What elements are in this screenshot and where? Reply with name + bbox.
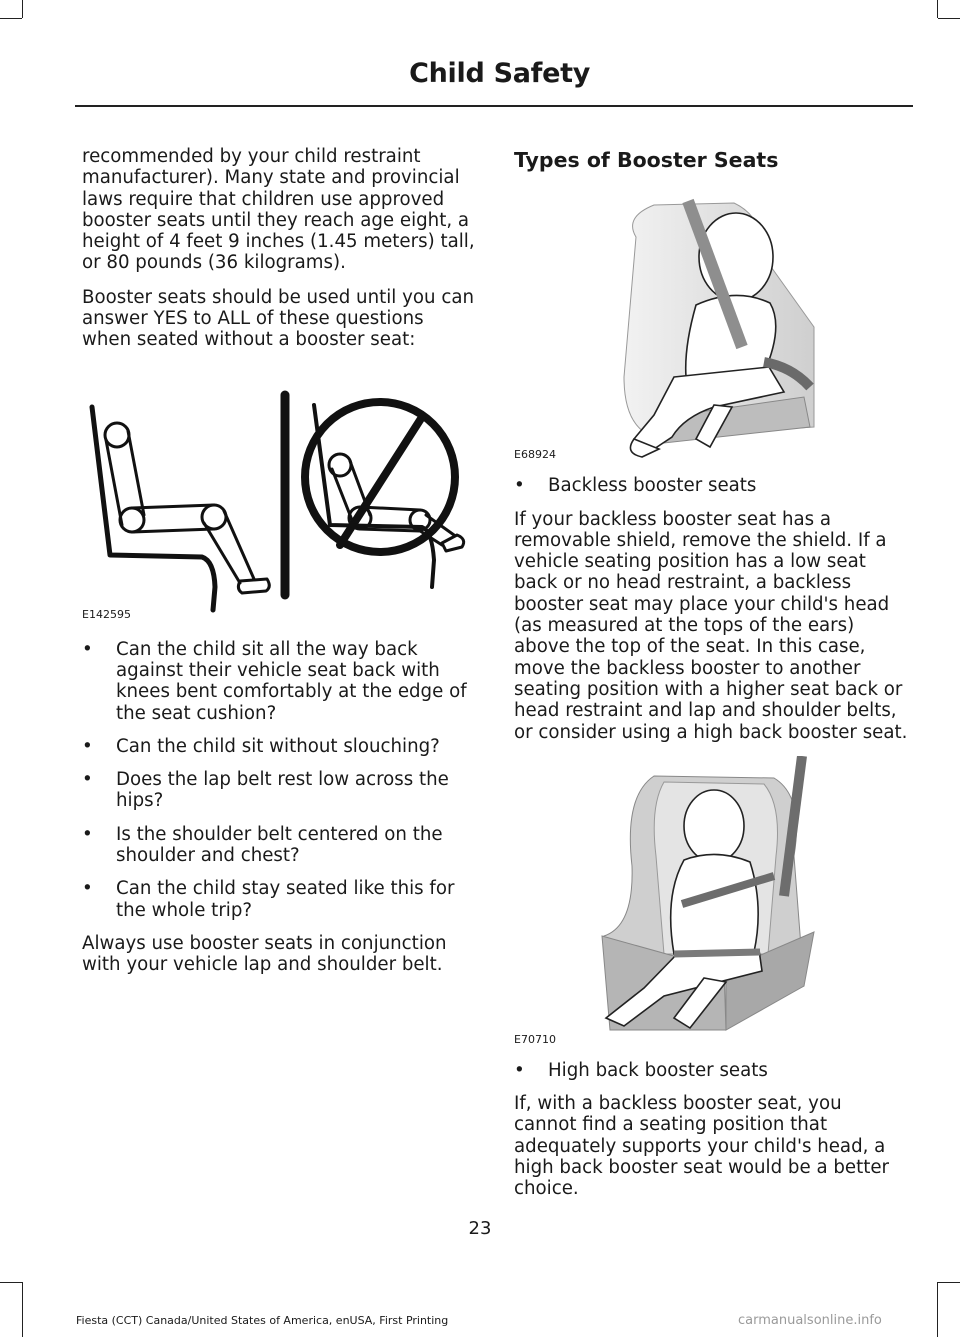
- list-item-text: Can the child sit without slouching?: [116, 735, 440, 757]
- figure-code: E68924: [514, 448, 556, 462]
- list-item: [82, 878, 475, 921]
- bullet-icon: •: [82, 823, 93, 845]
- paragraph: Always use booster seats in conjunction with your vehicle lap and shoulder belt.: [82, 932, 447, 976]
- bullet-icon: •: [82, 769, 93, 791]
- paragraph: Booster seats should be used until you can answer YES to ALL of these questions when seated without a booster seat:: [82, 286, 474, 351]
- booster-type-list: [514, 475, 908, 496]
- list-item: [82, 824, 475, 867]
- bullet-icon: •: [514, 475, 525, 497]
- crop-mark: [0, 1282, 22, 1283]
- bullet-icon: •: [82, 878, 93, 900]
- footer-text: Fiesta (CCT) Canada/United States of America, enUSA, First Printing: [76, 1314, 449, 1327]
- crop-mark: [937, 1282, 938, 1337]
- page-title: Child Safety: [409, 58, 590, 89]
- crop-mark: [937, 0, 938, 18]
- booster-type-list: [514, 1060, 908, 1081]
- question-list: [82, 639, 475, 921]
- paragraph: recommended by your child restraint manufacturer). Many state and provincial laws require that children use approved booster seats until they reach age eight, a height of 4 feet 9 inches (1.45 meters) tall, or 80 pounds (36 kilograms).: [82, 146, 475, 274]
- list-item-text: Does the lap belt rest low across the hips?: [116, 769, 449, 812]
- crop-mark: [22, 0, 23, 18]
- seat-posture-illustration: [82, 373, 475, 621]
- crop-mark: [938, 18, 960, 19]
- backless-booster-illustration: [514, 177, 908, 461]
- bullet-icon: •: [82, 638, 93, 660]
- list-item-text: Can the child sit all the way back against their vehicle seat back with knees bent comfortably at the edge of the seat cushion?: [116, 638, 467, 724]
- page-number: 23: [468, 1218, 492, 1239]
- bullet-icon: •: [514, 1059, 525, 1081]
- list-item-text: Backless booster seats: [548, 475, 757, 497]
- list-item: [514, 1060, 908, 1081]
- list-item: [82, 769, 475, 812]
- figure-backless-booster: [514, 177, 908, 461]
- list-item-text: Is the shoulder belt centered on the shoulder and chest?: [116, 823, 443, 867]
- list-item: [82, 736, 475, 757]
- list-item-text: High back booster seats: [548, 1059, 768, 1081]
- high-back-booster-illustration: [514, 756, 908, 1046]
- list-item: [514, 475, 908, 496]
- crop-mark: [0, 18, 22, 19]
- section-heading: Types of Booster Seats: [514, 148, 779, 172]
- right-column: [514, 146, 908, 1213]
- paragraph: If, with a backless booster seat, you cannot find a seating position that adequately supports your child's head, a high back booster seat would be a better choice.: [514, 1093, 890, 1200]
- watermark: carmanualsonline.info: [738, 1313, 882, 1328]
- bullet-icon: •: [82, 735, 93, 757]
- header-divider: [75, 105, 913, 107]
- figure-seat-posture: [82, 373, 475, 621]
- left-column: [82, 146, 475, 989]
- crop-mark: [938, 1282, 960, 1283]
- list-item-text: Can the child stay seated like this for the whole trip?: [116, 878, 455, 921]
- crop-mark: [22, 1282, 23, 1337]
- list-item: [82, 639, 475, 724]
- paragraph: If your backless booster seat has a removable shield, remove the shield. If a vehicle seating position has a low seat back or no head restraint, a backless booster seat may place your child's head (as measured at the tops of the ears) above the top of the seat. In this case, move the backless booster to another seating position with a higher seat back or head restraint and lap and shoulder belts, or consider using a high back booster seat.: [514, 508, 908, 743]
- figure-high-back-booster: [514, 756, 908, 1046]
- figure-code: E70710: [514, 1032, 556, 1046]
- figure-code: E142595: [82, 607, 131, 621]
